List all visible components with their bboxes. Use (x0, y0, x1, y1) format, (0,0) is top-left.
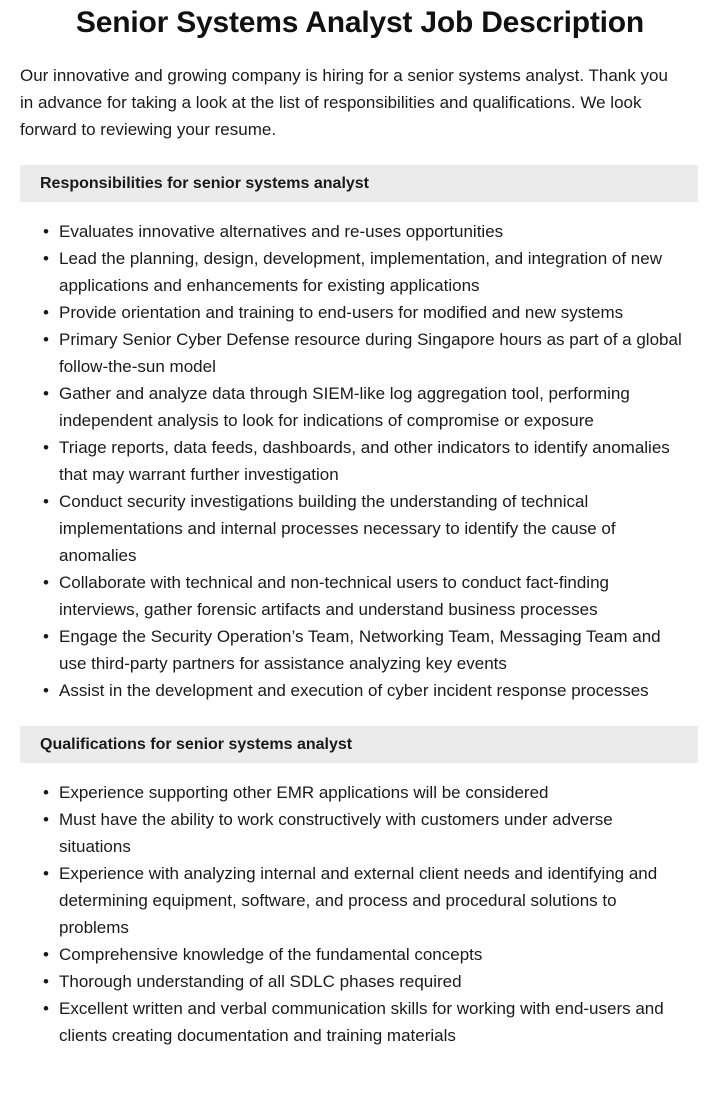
list-item-text: Triage reports, data feeds, dashboards, and other indicators to identify anomalies that may warrant further investigation (59, 438, 670, 484)
list-item (0, 326, 684, 380)
responsibilities-heading: Responsibilities for senior systems analyst (40, 175, 370, 192)
qualifications-list (0, 779, 720, 1049)
list-item (0, 434, 684, 488)
bullet-icon: • (43, 783, 49, 802)
list-item (0, 968, 684, 995)
bullet-icon: • (43, 627, 49, 646)
bullet-icon: • (43, 330, 49, 349)
bullet-icon: • (43, 222, 49, 241)
list-item-text: Excellent written and verbal communication skills for working with end-users and clients creating documentation and training materials (59, 999, 664, 1045)
bullet-icon: • (43, 945, 49, 964)
responsibilities-section-header (20, 165, 698, 202)
intro-paragraph: Our innovative and growing company is hiring for a senior systems analyst. Thank you in advance for taking a look at the list of responsibilities and qualifications. We look forward to reviewing your resume. (20, 66, 668, 139)
list-item-text: Provide orientation and training to end-users for modified and new systems (59, 303, 624, 322)
bullet-icon: • (43, 249, 49, 268)
list-item-text: Assist in the development and execution of cyber incident response processes (59, 681, 649, 700)
list-item (0, 806, 684, 860)
bullet-icon: • (43, 864, 49, 883)
list-item (0, 779, 684, 806)
list-item (0, 218, 684, 245)
bullet-icon: • (43, 384, 49, 403)
qualifications-section (0, 726, 720, 1049)
bullet-icon: • (43, 972, 49, 991)
list-item-text: Collaborate with technical and non-technical users to conduct fact-finding interviews, gather forensic artifacts and understand business processes (59, 573, 609, 619)
qualifications-heading: Qualifications for senior systems analyst (40, 736, 353, 753)
list-item (0, 299, 684, 326)
list-item (0, 623, 684, 677)
list-item-text: Experience with analyzing internal and external client needs and identifying and determining equipment, software, and process and procedural solutions to problems (59, 864, 658, 937)
list-item (0, 941, 684, 968)
list-item (0, 380, 684, 434)
list-item-text: Engage the Security Operation’s Team, Networking Team, Messaging Team and use third-party partners for assistance analyzing key events (59, 627, 661, 673)
responsibilities-list (0, 218, 720, 704)
list-item-text: Lead the planning, design, development, implementation, and integration of new applications and enhancements for existing applications (59, 249, 662, 295)
list-item-text: Primary Senior Cyber Defense resource during Singapore hours as part of a global follow-the-sun model (59, 330, 682, 376)
list-item (0, 860, 684, 941)
list-item (0, 488, 684, 569)
bullet-icon: • (43, 999, 49, 1018)
bullet-icon: • (43, 303, 49, 322)
bullet-icon: • (43, 810, 49, 829)
page-title: Senior Systems Analyst Job Description (75, 6, 645, 39)
list-item-text: Must have the ability to work constructively with customers under adverse situations (59, 810, 613, 856)
list-item-text: Evaluates innovative alternatives and re-uses opportunities (59, 222, 504, 241)
list-item-text: Conduct security investigations building the understanding of technical implementations and internal processes necessary to identify the cause of anomalies (59, 492, 616, 565)
job-description-document (0, 4, 720, 1049)
responsibilities-section (0, 165, 720, 704)
bullet-icon: • (43, 681, 49, 700)
list-item (0, 995, 684, 1049)
list-item (0, 677, 684, 704)
bullet-icon: • (43, 438, 49, 457)
bullet-icon: • (43, 573, 49, 592)
qualifications-section-header (20, 726, 698, 763)
list-item-text: Comprehensive knowledge of the fundamental concepts (59, 945, 483, 964)
list-item (0, 569, 684, 623)
list-item (0, 245, 684, 299)
list-item-text: Gather and analyze data through SIEM-like log aggregation tool, performing independent analysis to look for indications of compromise or exposure (59, 384, 630, 430)
bullet-icon: • (43, 492, 49, 511)
list-item-text: Experience supporting other EMR applications will be considered (59, 783, 549, 802)
list-item-text: Thorough understanding of all SDLC phases required (59, 972, 462, 991)
